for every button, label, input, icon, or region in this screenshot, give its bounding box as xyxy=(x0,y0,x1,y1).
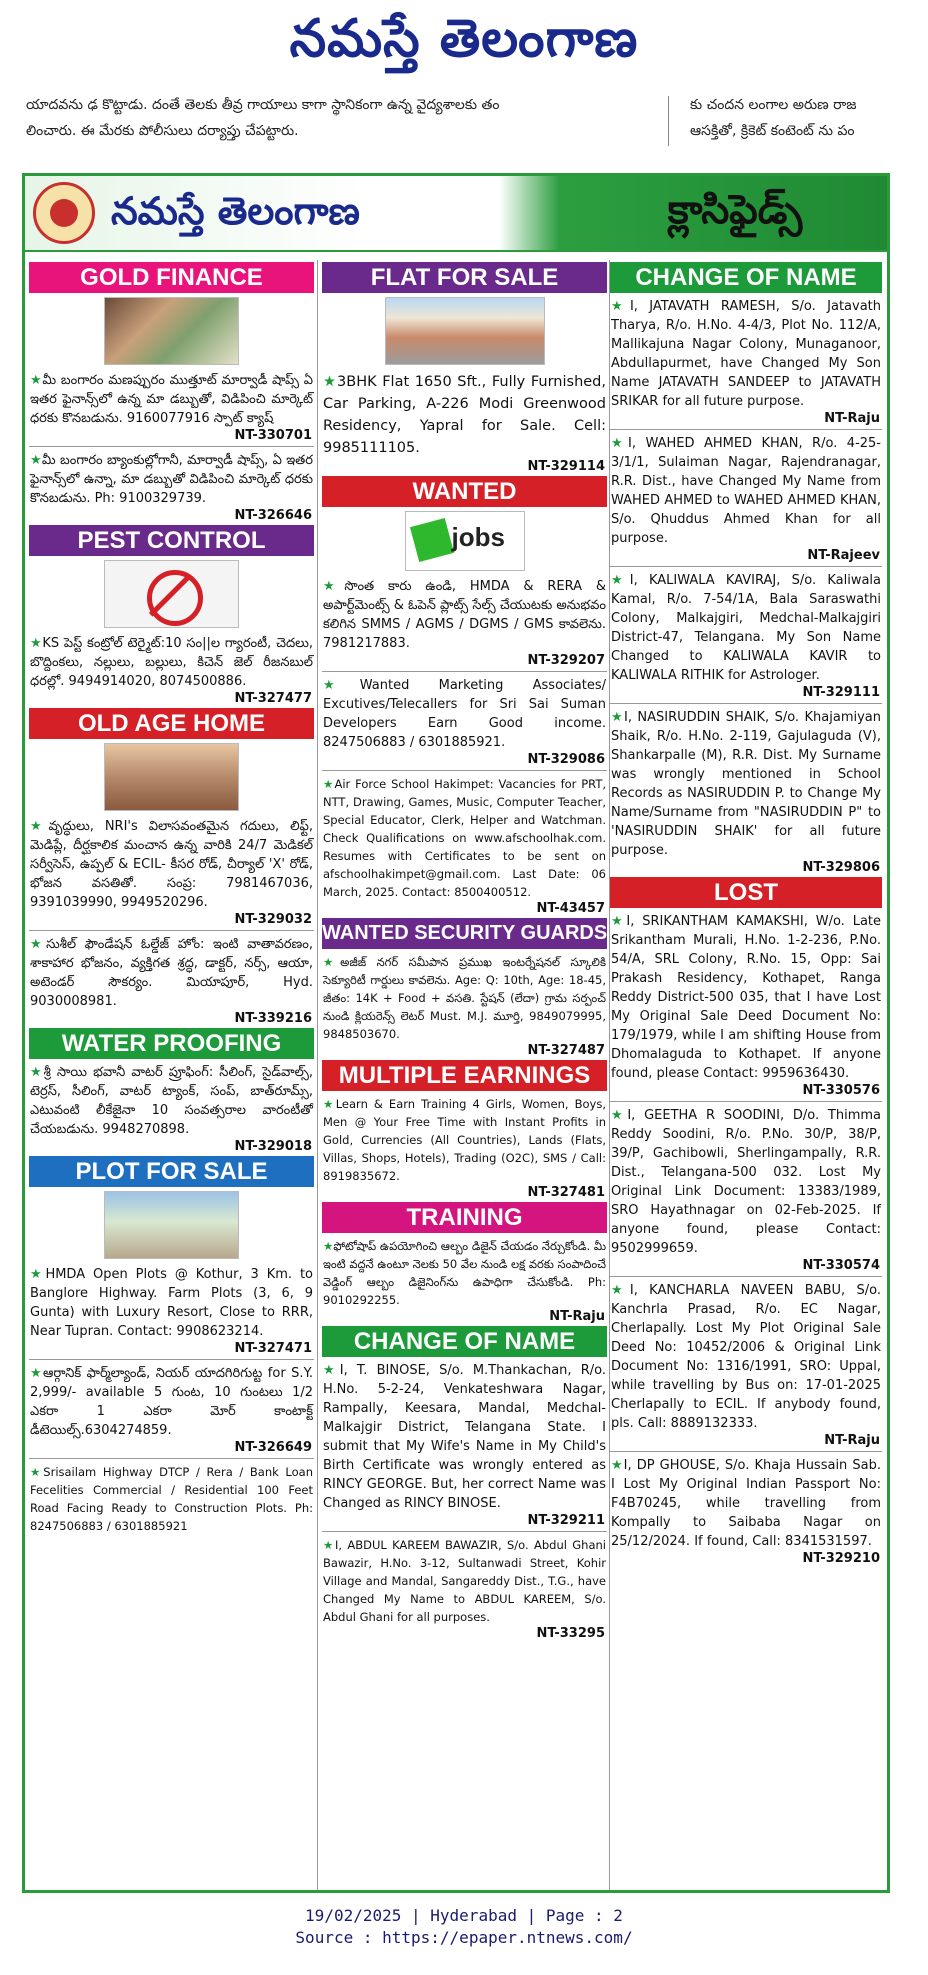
classified-ad: ★సుశీల్ ఫౌండేషన్ ఓల్డేజ్ హోం: ఇంటి వాతావరణం, శాకాహార భోజనం, వ్యక్తిగత శ్రద్ధ, డాక్టర్, నర్స్, ఆయా, అటెండర్ సౌకర్యం. మియాపూర్, Hyd. 9030008981. xyxy=(30,937,313,1009)
star-icon: ★ xyxy=(611,1283,630,1298)
classified-ad: ★I, JATAVATH RAMESH, S/o. Jatavath Tharya, R/o. H.No. 4-4/3, Plot No. 112/A, Mallikajuna Nagar Colony, Munaganoor, Abdullapurmet, have Changed My Son Name JATAVATH SANDEEP to JATAVATH SRIKAR for all future purpose. xyxy=(611,299,882,409)
footer-date-line: 19/02/2025 | Hyderabad | Page : 2 xyxy=(305,1906,623,1925)
no-pests-image xyxy=(104,560,239,628)
plot-layout-image xyxy=(104,1191,239,1259)
ad-separator xyxy=(29,1458,314,1459)
masthead xyxy=(0,0,928,88)
star-icon: ★ xyxy=(611,914,627,929)
classified-ad: ★Wanted Marketing Associates/ Excutives/Telecallers for Sri Sai Suman Developers Earn Good income. 8247506883 / 6301885921. xyxy=(323,678,607,750)
ad-code: NT-329086 xyxy=(527,752,605,767)
ad-code: NT-327471 xyxy=(234,1341,312,1356)
star-icon: ★ xyxy=(30,1065,44,1080)
telangana-seal-icon xyxy=(33,182,95,244)
ad-code: NT-329111 xyxy=(802,685,880,700)
ad-separator xyxy=(610,1451,882,1452)
ad-separator xyxy=(610,429,882,430)
classified-ad: ★KS పెస్ట్ కంట్రోల్ టెర్మైట్:10 సం||ల గ్యారంటీ, చెదలు, బొద్దింకలు, నల్లులు, బల్లులు, కిచెన్ జెల్ రీజనబుల్ ధరల్లో. 9494914020, 8074500886. xyxy=(30,636,314,689)
banner-classifieds: క్లాసిఫైడ్స్ xyxy=(667,186,803,233)
section-header-security-guards: WANTED SECURITY GUARDS xyxy=(322,918,607,949)
classified-ad: ★3BHK Flat 1650 Sft., Fully Furnished, Car Parking, A-226 Modi Greenwood Residency, Yapral for Sale. Cell: 9985111105. xyxy=(323,374,606,456)
classified-ad: ★అజీజ్ నగర్ సమీపాన ప్రముఖ ఇంటర్నేషనల్ స్కూలికి సెక్యూరిటీ గార్డులు కావలెను. Age: Q: 10th, Age: 18-45, జీతం: 14K + Food + వసతి. స్టేషన్ (లేదా) గ్రామ సర్పంచ్ నుండి క్లియరెన్స్ లెటర్ Must. M.J. మూర్తి, 9849079995, 9848503670. xyxy=(323,955,606,1041)
classified-ad: ★ఫోటోషాప్ ఉపయోగించి ఆల్బం డిజైన్ చేయడం నేర్చుకోండి. మీ ఇంటి వద్దనే ఉంటూ నెలకు 50 వేల నుండి లక్ష వరకు సంపాదించే వెడ్డింగ్ ఆల్బం డిజైనింగ్‌ను ఉపాధిగా చేసుకోండి. Ph: 9010292255. xyxy=(323,1239,606,1307)
jobs-logo-image xyxy=(405,511,525,571)
footer-source-link[interactable]: Source : https://epaper.ntnews.com/ xyxy=(295,1928,633,1947)
classified-ad: ★I, GEETHA R SOODINI, D/o. Thimma Reddy Soodini, R/o. P.No. 30/P, 38/P, 39/P, Gachibowli, Sherlingampally, R.R. Dist., Telangana-500 032. Lost My Original Link Document: 13383/1989, SRO Hayathnagar on 02-Feb-2025. If anyone found, please Contact: 9502999659. xyxy=(611,1108,882,1256)
classified-ad: ★ఆర్గానిక్ ఫార్మ్‌ల్యాండ్, నియర్ యాదగిరిగుట్ట for S.Y. 2,999/- available 5 గుంట, 10 గుంటలు 1/2 ఎకరా 1 ఎకరా మోర్ కాంటాక్ట్ డీటెయిల్స్.6304274859. xyxy=(30,1366,314,1438)
ad-separator xyxy=(610,1101,882,1102)
classified-ad: ★I, KANCHARLA NAVEEN BABU, S/o. Kanchrla Prasad, R/o. EC Nagar, Cherlapally. Lost My Plot Original Sale Deed No: 10452/2006 & Original Link Document No: 1316/1991, SRO: Uppal, while travelling by Bus on: 17-01-2025 Cherlapally to ECIL. If anybody found, pls. Call: 8889132333. xyxy=(611,1283,881,1431)
classified-ad: ★I, SRIKANTHAM KAMAKSHI, W/o. Late Srikantham Murali, H.No. 1-2-236, P.No. 54/A, SRL Colony, R.No. 15, Opp: Sai Prakash Residency, Kothapet, Ranga Reddy District-500 035, that I have Lost My Original Sale Deed Document No: 179/1979, while I am shifting House from Dhomalaguda to Kothapet. If anyone found, please Contact: 9959636430. xyxy=(611,914,882,1081)
teaser-left-line: లించారు. ఈ మేరకు పోలీసులు దర్యాప్తు చేపట్టారు. xyxy=(26,123,299,139)
banner-brand: నమస్తే తెలంగాణ xyxy=(111,188,360,233)
ad-separator xyxy=(29,930,314,931)
star-icon: ★ xyxy=(30,453,42,468)
column-3 xyxy=(610,260,882,1890)
classifieds-banner xyxy=(25,176,887,252)
classified-ad: ★సొంత కారు ఉండి, HMDA & RERA & అపార్ట్‌మెంట్స్ & ఓపెన్ ప్లాట్స్ సేల్స్ చేయుటకు అనుభవం కలిగిన SMMS / AGMS / DGMS / GMS కావలెను. 7981217883. xyxy=(323,579,607,651)
ad-code: NT-339216 xyxy=(234,1011,312,1026)
ad-code: NT-Raju xyxy=(824,1433,880,1448)
ad-code: NT-330701 xyxy=(234,428,312,443)
ad-code: NT-326646 xyxy=(234,508,312,523)
money-hands-image xyxy=(104,297,239,365)
column-divider xyxy=(317,260,318,1890)
masthead-logo: నమస్తే తెలంగాణ xyxy=(289,8,639,69)
ad-separator xyxy=(29,446,314,447)
page-footer xyxy=(0,1905,928,1949)
star-icon: ★ xyxy=(611,573,630,588)
classified-ad: ★I, NASIRUDDIN SHAIK, S/o. Khajamiyan Shaik, R/o. H.No. 2-119, Gajulaguda (V), Shankarpalle (M), R.R. Dist. My Surname was wrongly mentioned in School Records as NASIRUDDIN P. to Change My Name/Surname from "NASIRUDDIN P" to 'NASIRUDDIN SHAIK' for all future purpose. xyxy=(611,710,881,858)
star-icon: ★ xyxy=(323,1239,334,1253)
ad-code: NT-33295 xyxy=(536,1626,605,1641)
classified-ad: ★Air Force School Hakimpet: Vacancies for PRT, NTT, Drawing, Games, Music, Computer Teacher, Special Educator, Clerk, Helper and Watchman. Check Qualifications on www.afschoolhak.com. Resumes with Certificates to be sent on afschoolhakimpet@gmail.com. Last Date: 06 March, 2025. Contact: 8500400512. xyxy=(323,777,606,899)
ad-code: NT-329211 xyxy=(527,1513,605,1528)
ad-code: NT-43457 xyxy=(536,901,605,916)
classified-ad: ★I, ABDUL KAREEM BAWAZIR, S/o. Abdul Ghani Bawazir, H.No. 3-12, Sultanwadi Street, Kohir Village and Mandal, Sangareddy Dist., T.G., have Changed My Name to ABDUL KAREEM, S/o. Abdul Ghani for all purposes. xyxy=(323,1538,606,1624)
ad-code: NT-329207 xyxy=(527,653,605,668)
ad-separator xyxy=(322,1531,607,1532)
ad-code: NT-330576 xyxy=(802,1083,880,1098)
section-header-change-of-name: CHANGE OF NAME xyxy=(322,1326,607,1357)
star-icon: ★ xyxy=(30,636,43,651)
ad-code: NT-Raju xyxy=(824,411,880,426)
section-header-old-age-home: OLD AGE HOME xyxy=(29,708,314,739)
ad-separator xyxy=(322,671,607,672)
star-icon: ★ xyxy=(323,579,345,594)
section-header-change-of-name: CHANGE OF NAME xyxy=(610,262,882,293)
section-header-plot-for-sale: PLOT FOR SALE xyxy=(29,1156,314,1187)
teaser-left xyxy=(26,92,661,144)
classified-ad: ★I, WAHED AHMED KHAN, R/o. 4-25-3/1/1, Sulaiman Nagar, Rajendranagar, R.R. Dist., have Changed My Name from WAHED AHMED to WAHED AHMED KHAN, S/o. Qhuddus Ahmed Khan for all purpose. xyxy=(611,436,881,546)
section-header-pest-control: PEST CONTROL xyxy=(29,525,314,556)
star-icon: ★ xyxy=(323,678,360,693)
star-icon: ★ xyxy=(611,299,630,314)
ad-separator xyxy=(322,770,607,771)
star-icon: ★ xyxy=(611,710,624,725)
classified-ad: ★మీ బంగారం బ్యాంకుల్లోగానీ, మార్వాడీ షాప్స్, ఏ ఇతర ఫైనాన్స్‌లో ఉన్నా, మా డబ్బుతో విడిపించి మార్కెట్ ధరకు కొనబడును. Ph: 9100329739. xyxy=(30,453,313,506)
star-icon: ★ xyxy=(323,1538,335,1552)
ad-code: NT-329032 xyxy=(234,912,312,927)
star-icon: ★ xyxy=(323,374,338,390)
teaser-right-line: ఆసక్తితో, క్రికెట్ కంటెంట్ ను పం xyxy=(690,123,855,139)
apartment-building-image xyxy=(385,297,545,365)
teaser-left-line: యాదవను ఢ కొట్టాడు. దంతే తెలకు తీవ్ర గాయాలు కాగా స్థానికంగా ఉన్న వైద్యశాలకు తం xyxy=(26,97,500,113)
star-icon: ★ xyxy=(611,1108,628,1123)
classified-ad: ★I, DP GHOUSE, S/o. Khaja Hussain Sab. I Lost My Original Indian Passport No: F4B70245, while travelling from Kompally to Saibaba Nagar on 25/12/2024. If found, Call: 8341531597. xyxy=(611,1458,881,1549)
ad-code: NT-326649 xyxy=(234,1440,312,1455)
ad-separator xyxy=(610,703,882,704)
section-header-wanted: WANTED xyxy=(322,476,607,507)
section-header-flat-for-sale: FLAT FOR SALE xyxy=(322,262,607,293)
classified-ad: ★Learn & Earn Training 4 Girls, Women, Boys, Men @ Your Free Time with Instant Profits in Gold, Currencies (All Countries), Lands (Flats, Villas, Shops, Hotels), Trading (O2C), SMS / Call: 8919835672. xyxy=(323,1097,607,1183)
ad-separator xyxy=(29,1359,314,1360)
section-header-multiple-earnings: MULTIPLE EARNINGS xyxy=(322,1060,607,1091)
elderly-group-image xyxy=(104,743,239,811)
ad-separator xyxy=(610,1276,882,1277)
star-icon: ★ xyxy=(323,1363,340,1378)
classified-ad: ★Srisailam Highway DTCP / Rera / Bank Loan Fecelities Commercial / Residential 100 Feet Road Facing Ready to Construction Plots. Ph: 8247506883 / 6301885921 xyxy=(30,1465,314,1533)
star-icon: ★ xyxy=(611,436,628,451)
star-icon: ★ xyxy=(323,777,335,791)
ad-code: NT-Raju xyxy=(549,1309,605,1324)
star-icon: ★ xyxy=(30,1267,46,1282)
section-header-lost: LOST xyxy=(610,877,882,908)
section-header-gold-finance: GOLD FINANCE xyxy=(29,262,314,293)
ad-code: NT-329210 xyxy=(802,1551,880,1566)
classified-ad: ★వృద్ధులు, NRI's విలాసవంతమైన గదులు, లిఫ్ట్, మెడిప్లే, దీర్ఘకాలిక మంచాన ఉన్న వారికి 24/7 మెడికల్ సర్వీసెస్, ఉప్పల్ & ECIL- కీసర రోడ్, చీర్యాల్ 'X' రోడ్, భోజన వసతితో. సంప్ర: 7981467036, 9391039990, 9949520296. xyxy=(30,819,314,910)
star-icon: ★ xyxy=(30,819,49,834)
star-icon: ★ xyxy=(323,1097,336,1111)
star-icon: ★ xyxy=(30,1465,44,1479)
ad-code: NT-329114 xyxy=(527,459,605,474)
section-header-water-proofing: WATER PROOFING xyxy=(29,1028,314,1059)
ad-code: NT-329018 xyxy=(234,1139,312,1154)
ad-code: NT-327481 xyxy=(527,1185,605,1200)
column-1 xyxy=(29,260,314,1890)
star-icon: ★ xyxy=(30,1366,44,1381)
classified-ad: ★మీ బంగారం మణప్పురం ముత్తూట్ మార్వాడీ షాప్స్ ఏ ఇతర ఫైనాన్స్‌లో ఉన్న మా డబ్బుతో, విడిపించి మార్కెట్ ధరకు కొనబడును. 9160077916 స్పాట్ క్యాష్ xyxy=(30,373,314,426)
star-icon: ★ xyxy=(30,373,43,388)
classified-ad: ★HMDA Open Plots @ Kothur, 3 Km. to Banglore Highway. Farm Plots (3, 6, 9 Gunta) with Luxury Resort, Close to RRR, Near Tupran. Contact: 9908623214. xyxy=(30,1267,313,1339)
classifieds-frame xyxy=(22,173,890,1893)
ad-code: NT-329806 xyxy=(802,860,880,875)
star-icon: ★ xyxy=(323,955,341,969)
ad-code: NT-327487 xyxy=(527,1043,605,1058)
ad-code: NT-330574 xyxy=(802,1258,880,1273)
classified-ad: ★I, KALIWALA KAVIRAJ, S/o. Kaliwala Kamal, R/o. 7-54/1A, Bala Saraswathi Colony, Malkajgiri, Medchal-Malkajgiri District-47, Telangana. My Son Name Changed to KALIWALA KAVIR to KALIWALA RITHIK for Astrologer. xyxy=(611,573,882,683)
section-header-training: TRAINING xyxy=(322,1202,607,1233)
classified-ad: ★శ్రీ సాయి భవానీ వాటర్ ప్రూఫింగ్: సీలింగ్, సైడ్‌వాల్స్, టెర్రస్, సీలింగ్, వాటర్ ట్యాంక్, సంప్, బాత్‌రూమ్స్, ఎటువంటి లీకేజైనా 10 సంవత్సరాల వారంటీతో చేయబడును. 9948270898. xyxy=(30,1065,314,1137)
classified-ad: ★I, T. BINOSE, S/o. M.Thankachan, R/o. H.No. 5-2-24, Venkateshwara Nagar, Rampally, Keesara, Mandal, Medchal-Malkajgir District, Telangana State. I submit that My Wife's Name in My Child's Birth Certificate was wrongly entered as RINCY GEORGE. But, her correct Name was Changed as RINCY BINOSE. xyxy=(323,1363,607,1511)
ad-separator xyxy=(610,566,882,567)
column-2 xyxy=(322,260,607,1890)
teaser-divider xyxy=(668,96,669,146)
jobs-logo-word: jobs xyxy=(451,522,505,552)
teaser-right xyxy=(690,92,928,144)
ad-code: NT-Rajeev xyxy=(807,548,880,563)
star-icon: ★ xyxy=(30,937,47,952)
star-icon: ★ xyxy=(611,1458,624,1473)
ad-code: NT-327477 xyxy=(234,691,312,706)
teaser-right-line: కు చందన లంగాల అరుణ రాజ xyxy=(690,97,857,113)
